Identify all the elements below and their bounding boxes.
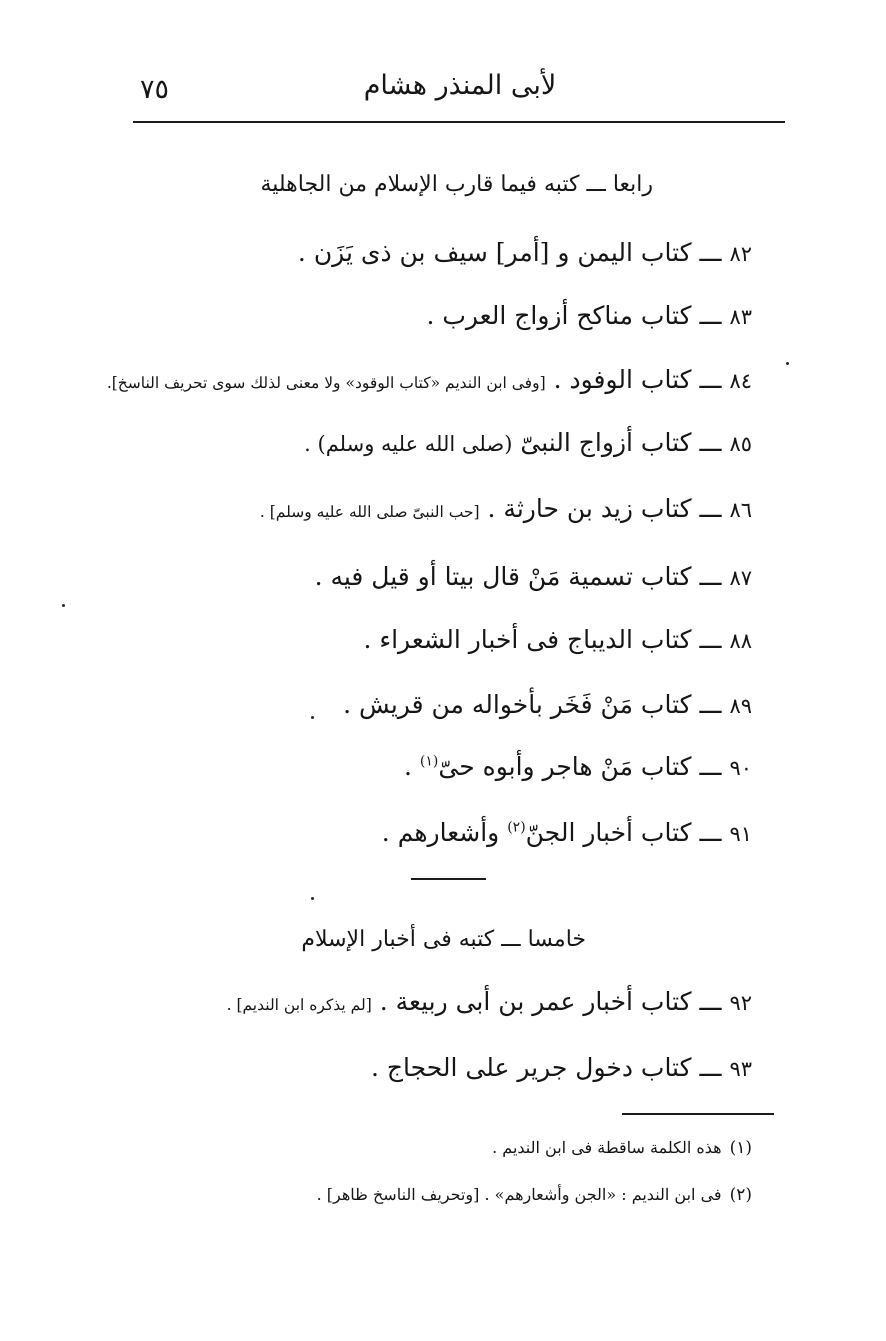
list-item [260,494,752,524]
entry-note: [لم يذكره ابن النديم] . [226,996,372,1014]
list-item [363,625,752,655]
entry-number: ٨٣ [729,305,752,329]
section-heading-5: خامسا ـــ كتبه فى أخبار الإسلام [301,927,586,952]
entry-note: [وفى ابن النديم «كتاب الوقود» ولا معنى لذلك سوى تحريف الناسخ]. [106,374,546,392]
entry-text: ـــ كتاب أخبار عمر بن أبى ربيعة . [379,987,722,1016]
footnote-reference: (٢) [507,819,526,836]
entry-text: ـــ كتاب أخبار الجنّ [525,818,722,847]
list-item [371,1053,752,1083]
footnote-rule [622,1113,774,1115]
section-divider [411,878,486,880]
footnote [492,1138,752,1158]
entry-text: ـــ كتاب تسمية مَنْ قال بيتا أو قيل فيه . [314,562,722,591]
list-item [404,752,752,782]
entry-text: ـــ كتاب مناكح أزواج العرب . [426,301,722,330]
entry-number: ٨٨ [729,629,752,653]
list-item [107,365,752,395]
scan-speck [311,897,314,900]
footnote-marker: (١) [729,1138,752,1158]
entry-text: ـــ كتاب أزواج النبىّ [520,428,722,457]
list-item [227,987,752,1017]
entry-note: [حب النبىّ صلى الله عليه وسلم] . [259,503,480,521]
entry-note: (صلى الله عليه وسلم) . [304,432,513,456]
scan-speck [786,362,789,365]
entry-number: ٩٣ [729,1057,752,1081]
entry-number: ٨٢ [729,242,752,266]
entry-text-end: . [404,752,420,781]
list-item [426,301,752,331]
entry-text: ـــ كتاب مَنْ فَخَر بأخواله من قريش . [343,690,722,719]
entry-number: ٨٤ [729,369,752,393]
section-heading-4: رابعا ـــ كتبه فيما قارب الإسلام من الجاهلية [260,172,653,197]
entry-number: ٨٧ [729,566,752,590]
page-number: ٧٥ [140,74,170,105]
scan-speck [311,716,314,719]
entry-number: ٩٢ [729,991,752,1015]
entry-number: ٩٠ [729,756,752,780]
entry-number: ٨٦ [729,498,752,522]
entry-text: ـــ كتاب مَنْ هاجر وأبوه حىّ [438,752,722,781]
entry-number: ٨٩ [729,694,752,718]
entry-text-end: وأشعارهم . [381,818,508,847]
footnote [317,1185,752,1205]
entry-text: ـــ كتاب زيد بن حارثة . [487,494,722,523]
list-item [304,428,752,458]
running-head: لأبى المنذر هشام [363,70,557,101]
footnote-marker: (٢) [729,1185,752,1205]
list-item [382,818,752,848]
list-item [298,238,752,268]
footnote-text: فى ابن النديم : «الجن وأشعارهم» . [وتحريف الناسخ ظاهر] . [316,1185,722,1204]
entry-text: ـــ كتاب الديباج فى أخبار الشعراء . [363,625,722,654]
footnote-reference: (١) [419,753,439,770]
footnote-text: هذه الكلمة ساقطة فى ابن النديم . [492,1138,722,1157]
scan-speck [62,604,65,607]
entry-text: ـــ كتاب اليمن و [أمر] سيف بن ذى يَزَن . [297,238,722,267]
entry-text: ـــ كتاب دخول جرير على الحجاج . [370,1053,722,1082]
list-item [343,690,752,720]
entry-number: ٩١ [729,822,752,846]
entry-number: ٨٥ [729,432,752,456]
entry-text: ـــ كتاب الوفود . [553,365,722,394]
list-item [315,562,752,592]
header-rule [133,121,785,123]
